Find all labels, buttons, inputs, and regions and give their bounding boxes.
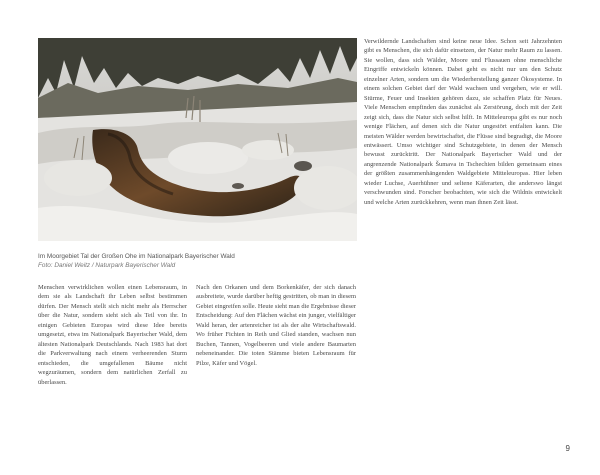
- body-paragraph: Verwildernde Landschaften sind keine neue Idee. Schon seit Jahrzehnten gibt es Menschen, die sich dafür einsetzen, der Natur mehr Raum zu lassen. Sie wollen, dass sich Wälder, Moore und Flussauen ohne menschliche Eingriffe entwickeln können. Dabei geht es nicht nur um den Schutz einzelner Arten, sondern um die Wiederherstellung ganzer Ökosysteme. In einem solchen Gebiet darf der Wald wachsen und vergehen, wie er will. Stürme, Feuer und Insekten gehören dazu, sie schaffen Platz für Neues. Viele Menschen empfinden das zunächst als Zerstörung, doch mit der Zeit zeigt sich, dass die Natur sich selbst hilft. In Mitteleuropa gibt es nur noch wenige Flächen, auf denen sich die Natur ungestört entfalten kann. Die meisten Wälder werden bewirtschaftet, die Flüsse sind begradigt, die Moore entwässert. Umso wichtiger sind Schutzgebiete, in denen der Mensch bewusst zurücktritt. Der Nationalpark Bayerischer Wald und der angrenzende Nationalpark Šumava in Tschechien bilden gemeinsam eines der größten zusammenhängenden Waldgebiete Mitteleuropas. Hier leben wieder Luchse, Auerhühner und seltene Käferarten, die anderswo längst verschwunden sind. Forscher beobachten, wie sich die Wildnis entwickelt und welche Arten zurückkehren, wenn man ihnen Zeit lässt.: [364, 38, 562, 206]
- body-paragraph: Menschen verwirklichen wollen einen Lebensraum, in dem sie als Landschaft ihr Leben selbst bestimmen dürfen. Der Mensch stellt sich nicht mehr als Herrscher über die Natur, sondern sieht sich als Teil von ihr. In einigen Gebieten Europas wird diese Idee bereits umgesetzt, etwa im Nationalpark Bayerischer Wald, dem ältesten Nationalpark Deutschlands. Nach 1983 hat dort die Parkverwaltung nach einem verheerenden Sturm entschieden, die umgefallenen Bäume nicht wegzuräumen, sondern dem natürlichen Zerfall zu überlassen.: [38, 284, 187, 386]
- text-column-right: [364, 37, 562, 207]
- page-number: 9: [565, 444, 570, 453]
- caption-title: Im Moorgebiet Tal der Großen Ohe im Nationalpark Bayerischer Wald: [38, 253, 235, 260]
- body-paragraph: Nach den Orkanen und dem Borkenkäfer, der sich danach ausbreitete, wurde darüber heftig gestritten, ob man in diesem Gebiet eingreifen solle. Heute sieht man die Ergebnisse dieser Entscheidung: Auf den Flächen wächst ein junger, vielfältiger Wald heran, der artenreicher ist als der alte Wirtschaftswald. Wo früher Fichten in Reih und Glied standen, wachsen nun Buchen, Tannen, Vogelbeeren und viele andere Baumarten nebeneinander. Die toten Stämme bieten Lebensraum für Pilze, Käfer und Vögel.: [196, 284, 356, 367]
- frozen-marsh-photo: [38, 38, 357, 241]
- text-column-middle: [196, 283, 356, 368]
- caption-credit: Foto: Daniel Weitz / Naturpark Bayerischer Wald: [38, 262, 176, 269]
- marsh-illustration: [38, 38, 357, 241]
- photo-caption: [38, 252, 357, 270]
- text-column-left: [38, 283, 187, 387]
